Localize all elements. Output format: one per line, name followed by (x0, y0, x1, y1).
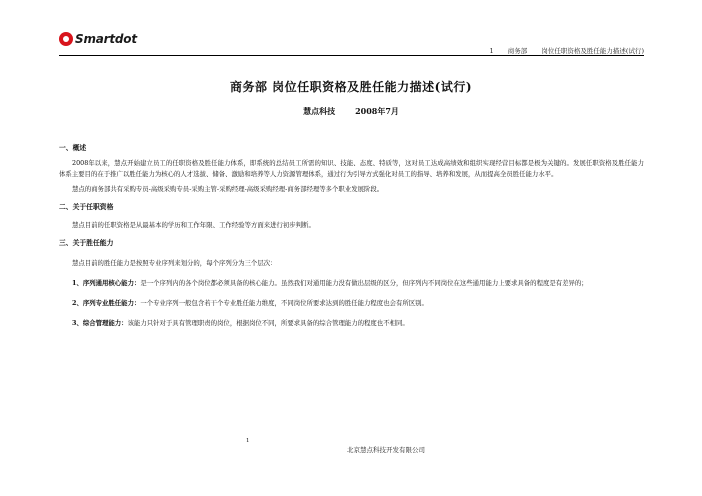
competency-item-1 (59, 278, 644, 289)
header-doc-title: 岗位任职资格及胜任能力描述(试行) (541, 47, 644, 55)
header-page-number: 1 (489, 47, 494, 55)
competency-item-1-text: 是一个序列内的各个岗位都必须具备的核心能力。虽然我们对通用能力没有做出层级的区分，但序列内不同岗位在这些通用能力上要求具备的程度是有差异的； (140, 279, 588, 287)
document-title: 商务部 岗位任职资格及胜任能力描述(试行) (229, 80, 473, 94)
section-heading-competency: 三、关于胜任能力 (59, 239, 114, 247)
competency-item-2-text: 一个专业序列一般包含若干个专业胜任能力维度，不同岗位所要求达到的胜任能力程度也会有所区别。 (140, 299, 428, 307)
competency-item-3 (59, 318, 644, 329)
company-logo (59, 30, 137, 48)
header-section: 商务部 (507, 47, 528, 55)
running-header (489, 46, 644, 55)
competency-item-2-label: 2、序列专业胜任能力： (72, 299, 141, 307)
competency-item-2 (59, 298, 644, 309)
section-heading-qualifications: 二、关于任职资格 (59, 203, 114, 211)
document-subtitle (0, 106, 702, 117)
subtitle-date: 2008年7月 (355, 106, 399, 116)
overview-paragraph-1: 2008年以来，慧点开始建立员工的任职资格及胜任能力体系，即系统的总结员工所需的知识、技能、态度、特质等，这对员工达成高绩效和组织实现经营目标都是极为关键的。发展任职资格及胜任能力体系主要目的在于推广以胜任能力为核心的人才选拔、储备、激励和培养等人力资源管理体系，通过行为引导方式强化对员工的指导、培养和发展，从而提高全员胜任能力水平。 (59, 159, 644, 178)
qualifications-paragraph: 慧点目前的任职资格是从最基本的学历和工作年限、工作经验等方面来进行初步判断。 (72, 221, 315, 229)
logo-icon (59, 32, 73, 46)
header-rule (59, 55, 644, 56)
competency-item-3-text: 该能力只针对于具有管理职责的岗位，根据岗位不同，所要求具备的综合管理能力的程度也不相同。 (127, 319, 409, 327)
overview-paragraph-2: 慧点的商务部共有采购专员-高级采购专员-采购主管-采购经理-高级采购经理-商务部经理等多个职业发展阶段。 (72, 185, 384, 193)
footer-page-number: 1 (246, 438, 250, 444)
document-body (59, 143, 644, 329)
competency-item-1-label: 1、序列通用核心能力： (72, 279, 141, 287)
competency-intro: 慧点目前的胜任能力是按照专业序列来划分的，每个序列分为三个层次： (72, 259, 277, 267)
competency-item-3-label: 3、综合管理能力： (72, 319, 128, 327)
footer-company: 北京慧点科技开发有限公司 (347, 446, 425, 454)
subtitle-company: 慧点科技 (303, 106, 336, 116)
logo-text: Smartdot (75, 32, 137, 46)
section-heading-overview: 一、概述 (59, 144, 87, 152)
